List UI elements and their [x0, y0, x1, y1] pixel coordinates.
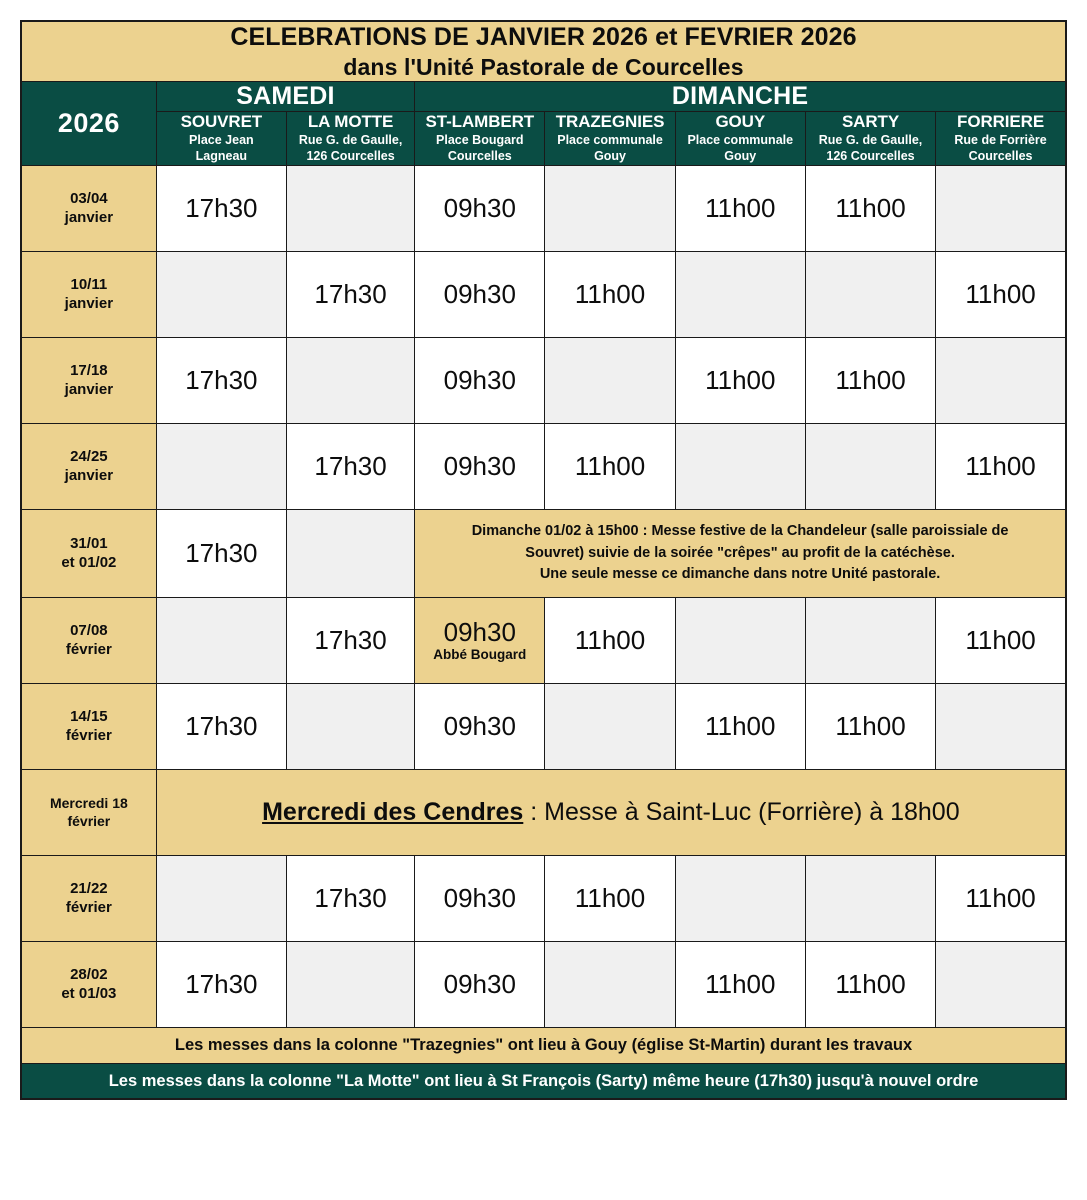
- empty-cell: [805, 855, 935, 941]
- date-line-1: 28/02: [70, 965, 108, 983]
- date-line-2: février: [67, 813, 111, 830]
- mass-time-value: 11h00: [705, 711, 776, 742]
- mass-time-value: 17h30: [185, 538, 258, 569]
- column-header-sarty: [805, 111, 935, 165]
- mass-time-cell: [415, 165, 545, 251]
- empty-cell: [675, 423, 805, 509]
- empty-cell: [156, 251, 286, 337]
- mass-time-cell: [805, 941, 935, 1027]
- empty-cell: [805, 597, 935, 683]
- location-name: FORRIERE: [957, 111, 1045, 131]
- mass-time-cell: [936, 597, 1066, 683]
- location-address-line-2: Courcelles: [968, 149, 1033, 164]
- empty-cell: [936, 165, 1066, 251]
- title-row: [21, 21, 1066, 81]
- schedule-row: [21, 597, 1066, 683]
- location-address-line-2: Courcelles: [447, 149, 512, 164]
- mass-time-value: 17h30: [185, 969, 258, 1000]
- title-line-1: CELEBRATIONS DE JANVIER 2026 et FEVRIER 2026: [230, 23, 857, 51]
- empty-cell: [936, 683, 1066, 769]
- cendres-detail: : Messe à Saint-Luc (Forrière) à 18h00: [523, 797, 960, 826]
- mass-time-cell: [545, 855, 675, 941]
- empty-cell: [286, 337, 414, 423]
- location-address-line-1: Place Jean: [189, 132, 254, 147]
- mass-time-cell: [156, 941, 286, 1027]
- mass-time-value: 09h30: [443, 279, 516, 310]
- mass-time-cell: [156, 165, 286, 251]
- date-line-2: janvier: [64, 295, 114, 313]
- location-address-line-1: Rue G. de Gaulle,: [298, 132, 403, 147]
- mass-time-value: 09h30: [443, 969, 516, 1000]
- date-cell: [21, 337, 156, 423]
- date-line-2: et 01/03: [61, 985, 117, 1003]
- schedule-row: [21, 251, 1066, 337]
- footer-note-lamotte: Les messes dans la colonne "La Motte" ont lieu à St François (Sarty) même heure (17h30) jusqu'à nouvel ordre: [21, 1063, 1066, 1099]
- mass-time-value: 11h00: [965, 883, 1036, 914]
- mass-time-value: 11h00: [574, 451, 646, 482]
- column-header-trazegnies: [545, 111, 675, 165]
- mass-time-cell: [286, 855, 414, 941]
- mass-time-cell: [805, 165, 935, 251]
- date-cell: [21, 597, 156, 683]
- date-line-2: février: [65, 727, 112, 745]
- mass-time-value: 11h00: [705, 193, 776, 224]
- mass-time-value: 11h00: [965, 625, 1036, 656]
- empty-cell: [545, 941, 675, 1027]
- location-address-line-1: Place communale: [557, 132, 663, 147]
- mass-time-cell: [415, 683, 545, 769]
- empty-cell: [545, 683, 675, 769]
- mass-time-value: 11h00: [835, 365, 906, 396]
- mass-time-value: 09h30: [443, 617, 516, 648]
- column-header-gouy: [675, 111, 805, 165]
- date-line-2: février: [65, 641, 112, 659]
- mass-time-cell: [156, 683, 286, 769]
- mass-time-value: 11h00: [574, 625, 646, 656]
- mass-time-value: 17h30: [314, 451, 387, 482]
- date-cell: [21, 683, 156, 769]
- location-name: GOUY: [715, 111, 766, 131]
- empty-cell: [286, 683, 414, 769]
- date-line-1: 07/08: [70, 621, 108, 639]
- mass-time-cell: [805, 337, 935, 423]
- mass-time-value: 17h30: [314, 279, 387, 310]
- announcement-line-2: Souvret) suivie de la soirée "crêpes" au profit de la catéchèse.: [525, 544, 955, 561]
- date-cell: [21, 423, 156, 509]
- empty-cell: [675, 597, 805, 683]
- date-line-1: 14/15: [70, 707, 108, 725]
- column-header-souvret: [156, 111, 286, 165]
- mass-time-value: 11h00: [965, 279, 1036, 310]
- schedule-row: [21, 769, 1066, 855]
- mass-time-value: 11h00: [705, 365, 776, 396]
- schedule-row: [21, 941, 1066, 1027]
- mass-time-cell: [415, 855, 545, 941]
- mass-time-cell: [936, 251, 1066, 337]
- empty-cell: [286, 941, 414, 1027]
- empty-cell: [805, 423, 935, 509]
- date-line-2: février: [65, 899, 112, 917]
- location-address-line-2: 126 Courcelles: [306, 149, 395, 164]
- mass-time-value: 11h00: [965, 451, 1036, 482]
- date-cell: [21, 165, 156, 251]
- mass-time-value: 09h30: [443, 451, 516, 482]
- cendres-title: Mercredi des Cendres: [262, 797, 524, 826]
- schedule-row: [21, 423, 1066, 509]
- empty-cell: [545, 337, 675, 423]
- mass-time-cell: [675, 941, 805, 1027]
- schedule-row: [21, 683, 1066, 769]
- title-banner: [21, 21, 1066, 81]
- empty-cell: [156, 423, 286, 509]
- mass-time-note: Abbé Bougard: [433, 646, 527, 662]
- schedule-row: [21, 337, 1066, 423]
- location-address-line-2: Gouy: [594, 149, 627, 164]
- footer-row-lamotte: [21, 1063, 1066, 1099]
- date-cell: [21, 941, 156, 1027]
- schedule-row: [21, 855, 1066, 941]
- mass-time-value: 11h00: [835, 193, 906, 224]
- mass-time-cell: [415, 423, 545, 509]
- mass-time-cell: [286, 597, 414, 683]
- day-group-header-samedi: SAMEDI: [156, 81, 414, 111]
- mass-time-cell: [936, 855, 1066, 941]
- mass-time-cell: [545, 423, 675, 509]
- date-line-1: Mercredi 18: [49, 795, 128, 812]
- date-cell: [21, 509, 156, 597]
- date-line-1: 31/01: [70, 534, 108, 552]
- celebrations-schedule-table: [20, 20, 1067, 1100]
- mass-time-value: 11h00: [574, 279, 646, 310]
- column-header-forriere: [936, 111, 1066, 165]
- mass-time-value: 09h30: [443, 883, 516, 914]
- schedule-row: [21, 165, 1066, 251]
- schedule-row: [21, 509, 1066, 597]
- title-line-2: dans l'Unité Pastorale de Courcelles: [343, 53, 744, 80]
- day-group-header-dimanche: DIMANCHE: [415, 81, 1066, 111]
- mass-time-cell: [415, 941, 545, 1027]
- mass-time-value: 17h30: [314, 883, 387, 914]
- location-name: SOUVRET: [180, 111, 263, 131]
- header-row-locations: [21, 111, 1066, 165]
- date-line-1: 24/25: [70, 447, 108, 465]
- mass-time-cell: [156, 337, 286, 423]
- date-line-2: et 01/02: [61, 554, 117, 572]
- cendres-announcement: [156, 769, 1066, 855]
- footer-row-trazegnies: [21, 1027, 1066, 1063]
- mass-time-value: 17h30: [314, 625, 387, 656]
- mass-time-value: 17h30: [185, 711, 258, 742]
- location-address-line-1: Place Bougard: [436, 132, 524, 147]
- date-cell: [21, 251, 156, 337]
- announcement-line-1: Dimanche 01/02 à 15h00 : Messe festive de la Chandeleur (salle paroissiale de: [471, 523, 1009, 540]
- empty-cell: [805, 251, 935, 337]
- location-name: SARTY: [841, 111, 900, 131]
- location-name: TRAZEGNIES: [555, 111, 665, 131]
- mass-time-value: 17h30: [185, 365, 258, 396]
- mass-time-cell: [675, 683, 805, 769]
- date-line-2: janvier: [64, 467, 114, 485]
- mass-time-value: 11h00: [835, 969, 906, 1000]
- mass-time-cell: [805, 683, 935, 769]
- empty-cell: [156, 597, 286, 683]
- mass-time-cell: [415, 597, 545, 683]
- mass-time-value: 09h30: [443, 365, 516, 396]
- announcement-line-3: Une seule messe ce dimanche dans notre Unité pastorale.: [539, 566, 941, 583]
- empty-cell: [936, 941, 1066, 1027]
- chandeleur-announcement: [415, 509, 1066, 597]
- empty-cell: [156, 855, 286, 941]
- location-address-line-2: Gouy: [724, 149, 757, 164]
- column-header-st-lambert: [415, 111, 545, 165]
- empty-cell: [286, 165, 414, 251]
- location-name: LA MOTTE: [307, 111, 394, 131]
- empty-cell: [545, 165, 675, 251]
- year-label-cell: 2026: [21, 81, 156, 165]
- footer-note-trazegnies: Les messes dans la colonne "Trazegnies" ont lieu à Gouy (église St-Martin) durant les travaux: [21, 1027, 1066, 1063]
- location-address-line-1: Rue G. de Gaulle,: [818, 132, 923, 147]
- mass-time-cell: [545, 597, 675, 683]
- date-line-2: janvier: [64, 209, 114, 227]
- mass-time-cell: [545, 251, 675, 337]
- date-line-1: 10/11: [70, 275, 108, 293]
- column-header-la-motte: [286, 111, 414, 165]
- location-name: ST-LAMBERT: [425, 111, 535, 131]
- empty-cell: [675, 855, 805, 941]
- mass-time-value: 11h00: [835, 711, 906, 742]
- mass-time-value: 11h00: [574, 883, 646, 914]
- location-address-line-2: 126 Courcelles: [826, 149, 915, 164]
- location-address-line-1: Place communale: [687, 132, 794, 147]
- mass-time-cell: [675, 337, 805, 423]
- date-line-1: 17/18: [70, 361, 108, 379]
- date-line-1: 03/04: [70, 189, 108, 207]
- date-cell: [21, 769, 156, 855]
- mass-time-value: 11h00: [705, 969, 776, 1000]
- mass-time-value: 09h30: [443, 193, 516, 224]
- location-address-line-2: Lagneau: [195, 149, 248, 164]
- date-line-1: 21/22: [70, 879, 108, 897]
- empty-cell: [675, 251, 805, 337]
- mass-time-cell: [286, 423, 414, 509]
- empty-cell: [936, 337, 1066, 423]
- mass-time-value: 17h30: [185, 193, 258, 224]
- mass-time-value: 09h30: [443, 711, 516, 742]
- mass-time-cell: [936, 423, 1066, 509]
- mass-time-cell: [415, 337, 545, 423]
- location-address-line-1: Rue de Forrière: [954, 132, 1047, 147]
- empty-cell: [286, 509, 414, 597]
- mass-time-cell: [156, 509, 286, 597]
- mass-time-cell: [415, 251, 545, 337]
- date-line-2: janvier: [64, 381, 114, 399]
- date-cell: [21, 855, 156, 941]
- mass-time-cell: [675, 165, 805, 251]
- mass-time-cell: [286, 251, 414, 337]
- header-row-days: [21, 81, 1066, 111]
